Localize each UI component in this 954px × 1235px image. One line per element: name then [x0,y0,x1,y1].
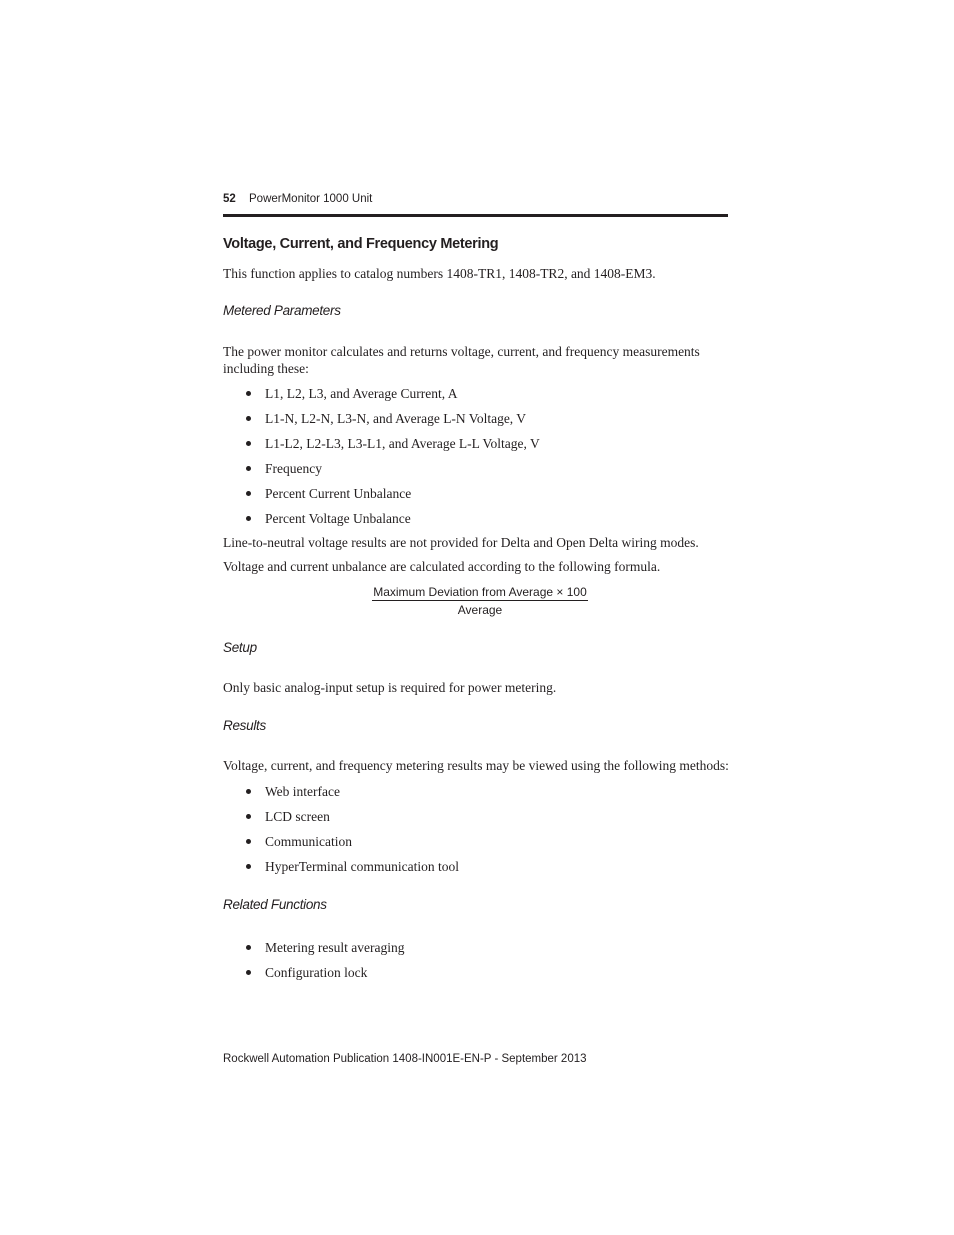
bullet-icon [246,491,251,496]
wiring-note: Line-to-neutral voltage results are not provided for Delta and Open Delta wiring modes. [223,535,699,550]
list-item: Frequency [245,460,540,485]
list-item: L1-N, L2-N, L3-N, and Average L-N Voltage, V [245,410,540,435]
setup-text: Only basic analog-input setup is required for power metering. [223,680,557,695]
list-item: Configuration lock [245,964,404,989]
formula-denominator: Average [457,603,503,617]
running-title: PowerMonitor 1000 Unit [249,193,373,205]
bullet-icon [246,839,251,844]
header-rule [223,214,728,217]
section-title: Voltage, Current, and Frequency Metering [223,236,499,252]
bullet-icon [246,789,251,794]
formula-intro: Voltage and current unbalance are calculated according to the following formula. [223,559,661,574]
list-item: Web interface [245,783,459,808]
results-heading: Results [223,718,266,733]
unbalance-formula [330,585,630,617]
list-item: L1-L2, L2-L3, L3-L1, and Average L-L Voltage, V [245,435,540,460]
bullet-icon [246,970,251,975]
related-functions-list [245,939,404,989]
page-number: 52 [223,193,236,205]
list-item: Communication [245,833,459,858]
formula-numerator: Maximum Deviation from Average × 100 [373,585,587,599]
bullet-icon [246,416,251,421]
metered-parameters-heading: Metered Parameters [223,303,341,318]
related-functions-heading: Related Functions [223,897,327,912]
bullet-icon [246,814,251,819]
bullet-icon [246,391,251,396]
bullet-icon [246,516,251,521]
metered-parameters-text: The power monitor calculates and returns voltage, current, and frequency measurements including these: [223,344,700,376]
bullet-icon [246,864,251,869]
setup-heading: Setup [223,640,257,655]
bullet-icon [246,945,251,950]
section-intro: This function applies to catalog numbers 1408-TR1, 1408-TR2, and 1408-EM3. [223,266,656,281]
list-item: Metering result averaging [245,939,404,964]
page-footer: Rockwell Automation Publication 1408-IN001E-EN-P - September 2013 [223,1053,587,1065]
results-list [245,783,459,883]
list-item: Percent Current Unbalance [245,485,540,510]
page-header [223,193,728,205]
list-item: L1, L2, L3, and Average Current, A [245,385,540,410]
results-text: Voltage, current, and frequency metering results may be viewed using the following methods: [223,758,729,773]
list-item: Percent Voltage Unbalance [245,510,540,535]
list-item: HyperTerminal communication tool [245,858,459,883]
bullet-icon [246,441,251,446]
list-item: LCD screen [245,808,459,833]
bullet-icon [246,466,251,471]
metered-parameters-list [245,385,540,535]
